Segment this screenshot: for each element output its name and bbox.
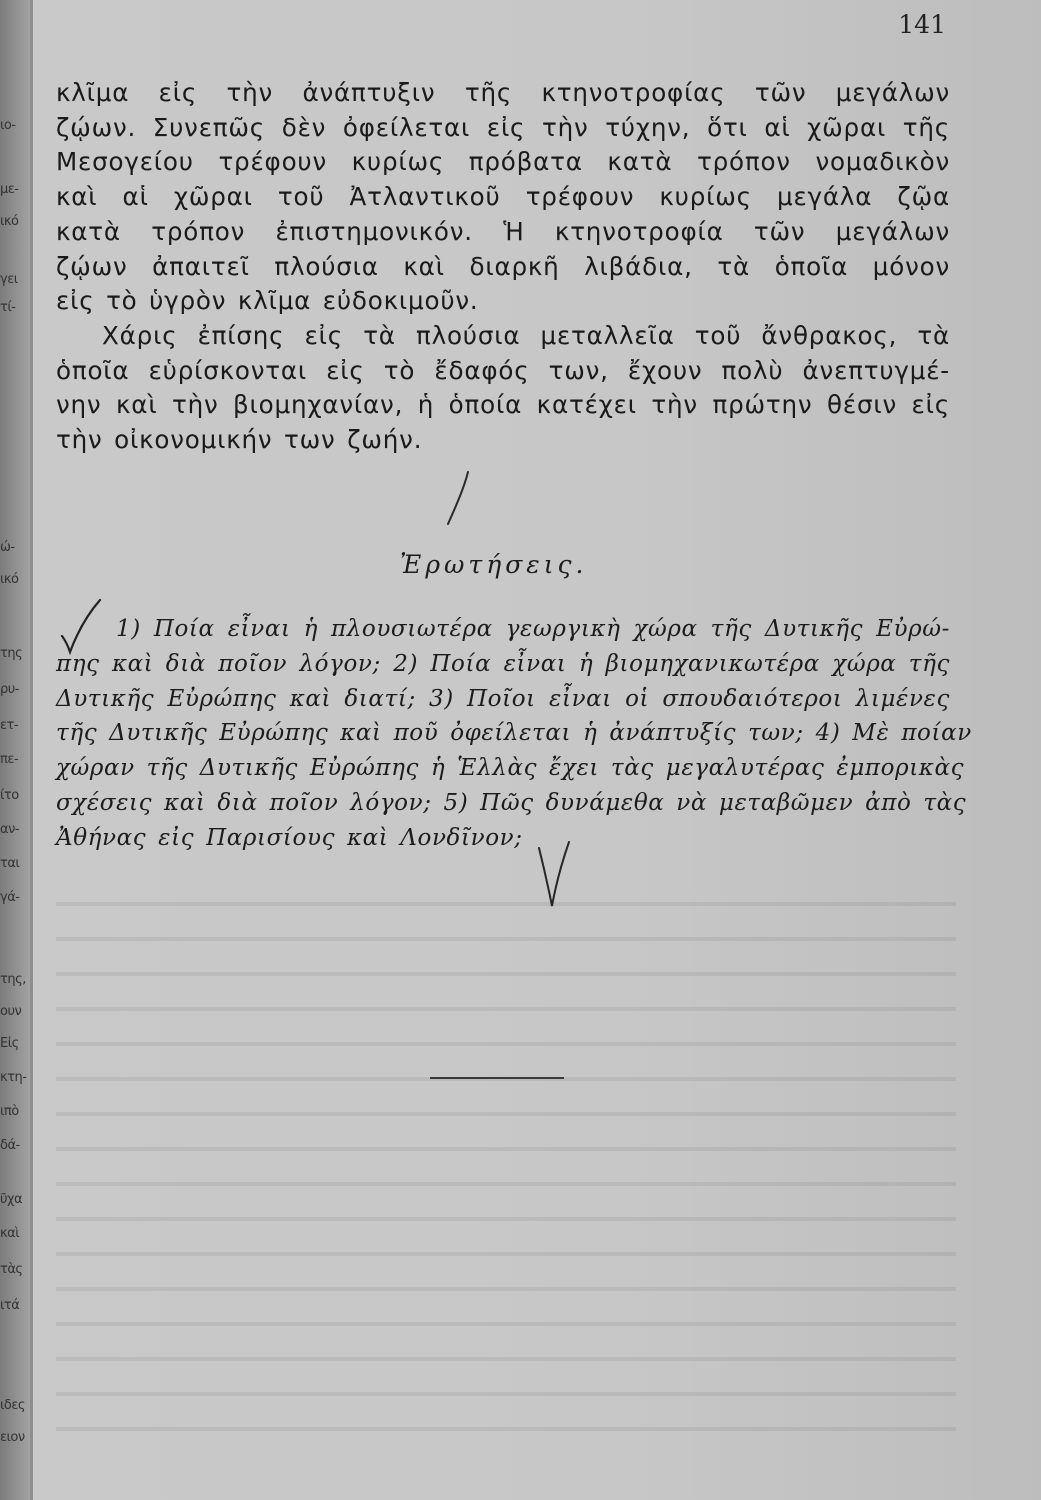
margin-fragment: γει [0,272,18,287]
text-line: ζῴων. Συνεπῶς δὲν ὀφείλεται εἰς τὴν τύχην, ὅτι αἱ χῶραι τῆς [56,112,950,142]
text-line: Χάρις ἐπίσης εἰς τὰ πλούσια μεταλλεῖα τοῦ ἄνθρακος, τὰ [102,320,950,350]
text-line: κλῖμα εἰς τὴν ἀνάπτυξιν τῆς κτηνοτροφίας τῶν μεγάλων [56,78,950,107]
text-line: ὁποῖα εὑρίσκονται εἰς τὸ ἔδαφός των, ἔχουν πολὺ ἀνεπτυγμέ- [56,355,950,385]
text-line: καὶ αἱ χῶραι τοῦ Ἀτλαντικοῦ τρέφουν κυρίως μεγάλα ζῷα [56,182,950,212]
margin-fragment: γά- [0,890,20,905]
margin-fragment: ρυ- [0,682,19,697]
margin-fragment: αν- [0,822,20,837]
question-line: 1) Ποία εἶναι ἡ πλουσιωτέρα γεωργικὴ χώρα τῆς Δυτικῆς Εὐρώ- [116,616,950,642]
section-divider [430,1077,564,1079]
margin-fragment: ιδες [0,1398,26,1413]
margin-fragment: πε- [0,752,19,767]
body-text [56,76,950,458]
margin-fragment: με- [0,182,19,197]
margin-fragment: ιτά [0,1298,20,1313]
questions-block [56,612,972,856]
questions-heading: Ἐρωτήσεις. [400,550,588,579]
paragraph-1 [56,76,950,319]
paragraph-2 [56,319,950,458]
margin-fragment: της [0,646,23,661]
margin-fragment: καὶ [0,1226,20,1241]
margin-fragment: Εἰς [0,1036,19,1051]
margin-fragment: ται [0,856,20,871]
text-line: Μεσογείου τρέφουν κυρίως πρόβατα κατὰ τρόπον νομαδικὸν [56,147,950,177]
margin-fragment: ουν [0,1004,22,1019]
facing-page-edge [0,0,30,1500]
margin-fragment: δά- [0,1138,20,1153]
pen-slash-mark [440,468,480,528]
text-line: ζῴων ἀπαιτεῖ πλούσια καὶ διαρκῆ λιβάδια, τὰ ὁποῖα μόνον [56,251,950,281]
margin-fragment: τί- [0,300,16,315]
margin-fragment: κτη- [0,1070,27,1085]
margin-fragment: τὰς [0,1262,23,1277]
question-line: πης καὶ διὰ ποῖον λόγον; 2) Ποία εἶναι ἡ βιομηχανικωτέρα χώρα τῆς [56,650,950,677]
show-through-text [56,880,956,1440]
text-line: κατὰ τρόπον ἐπιστημονικόν. Ἡ κτηνοτροφία τῶν μεγάλων [56,216,950,246]
margin-fragment: ειον [0,1430,25,1445]
margin-fragment: ιπὸ [0,1104,19,1119]
margin-fragment: ίτο [0,788,19,803]
text-line: τὴν οἰκονομικήν των ζωήν. [56,425,423,455]
margin-fragment: ετ- [0,718,19,733]
question-line: τῆς Δυτικῆς Εὐρώπης καὶ ποῦ ὀφείλεται ἡ ἀνάπτυξίς των; 4) Μὲ ποίαν [56,720,972,747]
binding-shadow [30,0,33,1500]
page-number: 141 [898,10,946,39]
margin-fragment: ώ- [0,540,15,555]
text-line: νην καὶ τὴν βιομηχανίαν, ἡ ὁποία κατέχει τὴν πρώτην θέσιν εἰς [56,390,950,420]
text-line: εἰς τὸ ὑγρὸν κλῖμα εὐδοκιμοῦν. [56,286,479,316]
margin-fragment: ικό [0,214,19,229]
question-line: Ἀθήνας εἰς Παρισίους καὶ Λονδῖνον; [56,824,523,851]
question-line: σχέσεις καὶ διὰ ποῖον λόγον; 5) Πῶς δυνάμεθα νὰ μεταβῶμεν ἀπὸ τὰς [56,789,967,816]
question-line: Δυτικῆς Εὐρώπης καὶ διατί; 3) Ποῖοι εἶναι οἱ σπουδαιότεροι λιμένες [56,685,950,712]
pen-v-mark [536,840,572,910]
question-line: χώραν τῆς Δυτικῆς Εὐρώπης ἡ Ἑλλὰς ἔχει τὰς μεγαλυτέρας ἐμπορικὰς [56,755,965,782]
margin-fragment: ιο- [0,118,16,133]
margin-fragment: ῦχα [0,1192,23,1207]
margin-fragment: της, [0,972,26,987]
margin-fragment: ικό [0,572,19,587]
